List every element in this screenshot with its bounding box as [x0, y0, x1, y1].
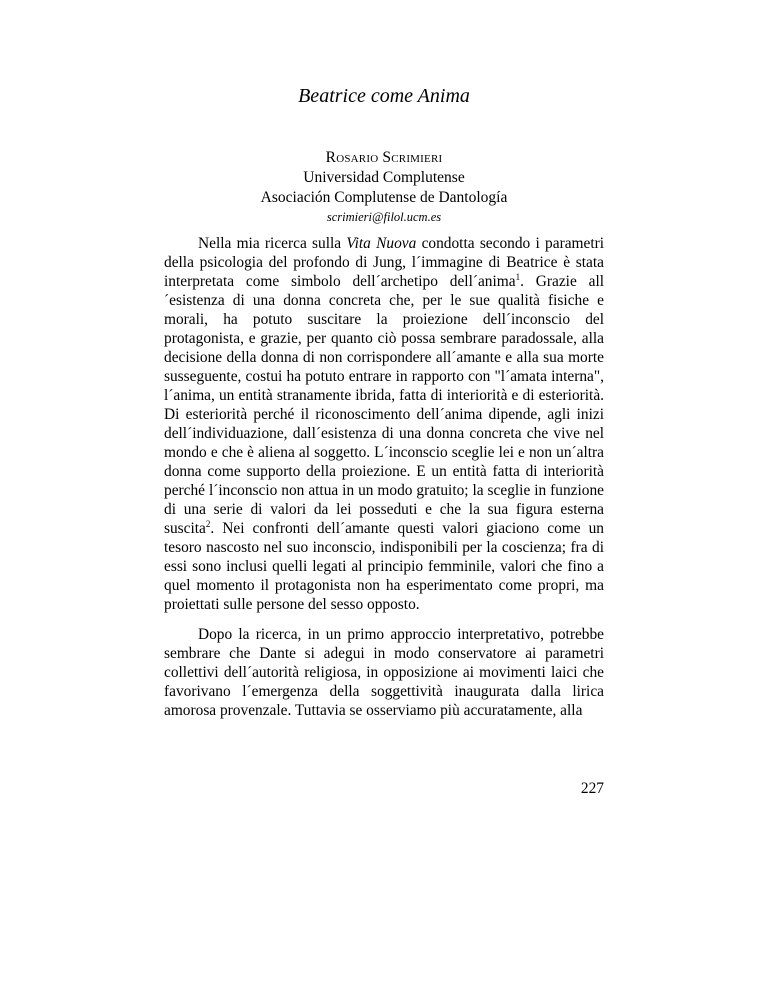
author-block	[0, 148, 768, 226]
page-number: 227	[580, 780, 604, 797]
affiliation-university: Universidad Complutense	[303, 169, 465, 186]
article-body	[164, 234, 604, 730]
paragraph-1-part-2: condotta secondo i parametri della psicologia del profondo di Jung, l´immagine di Beatrice è stata interpretata come simbolo dell´archetipo dell´anima	[164, 235, 605, 290]
paragraph-1	[164, 234, 604, 614]
footnote-ref-2: 2	[205, 518, 211, 529]
footnote-ref-1: 1	[515, 271, 521, 282]
paragraph-1-part-1: Nella mia ricerca sulla	[198, 235, 347, 252]
work-title-vita-nuova: Vita Nuova	[346, 235, 417, 252]
author-email: scrimieri@filol.ucm.es	[326, 210, 442, 224]
paragraph-1-part-4: . Nei confronti dell´amante questi valori giaciono come un tesoro nascosto nel suo inconscio, indisponibili per la coscienza; fra di essi sono inclusi quelli legati al principio femminile, valori che fino a quel momento il protagonista non ha esperimentato come propri, ma proiettati sulle persone del sesso opposto.	[164, 520, 604, 613]
paragraph-2: Dopo la ricerca, in un primo approccio interpretativo, potrebbe sembrare che Dante si adegui in modo conservatore ai parametri collettivi dell´autorità religiosa, in opposizione ai movimenti laici che favorivano l´emergenza della soggettività inaugurata dalla lirica amorosa provenzale. Tuttavia se osserviamo più accuratamente, alla	[164, 626, 604, 719]
paragraph-1-part-3: . Grazie all´esistenza di una donna concreta che, per le sue qualità fisiche e morali, ha potuto suscitare la proiezione dell´inconscio del protagonista, e grazie, per quanto ciò possa sembrare paradossale, alla decisione della donna di non corrispondere all´amante e alla sua morte susseguente, costui ha potuto entrare in rapporto con "l´amata interna", l´anima, un entità stranamente ibrida, fatta di interiorità e di esteriorità. Di esteriorità perché il riconoscimento dell´anima dipende, agli inizi dell´individuazione, dall´esistenza di una donna concreta che vive nel mondo e che è aliena al soggetto. L´inconscio sceglie lei e non un´altra donna come supporto della proiezione. E un entità fatta di interiorità perché l´inconscio non attua in un modo gratuito; la sceglie in funzione di una serie di valori da lei posseduti e che la sua figura esterna suscita	[164, 273, 604, 537]
article-title: Beatrice come Anima	[298, 85, 470, 107]
affiliation-association: Asociación Complutense de Dantología	[260, 189, 508, 206]
author-name: Rosario Scrimieri	[325, 149, 443, 166]
